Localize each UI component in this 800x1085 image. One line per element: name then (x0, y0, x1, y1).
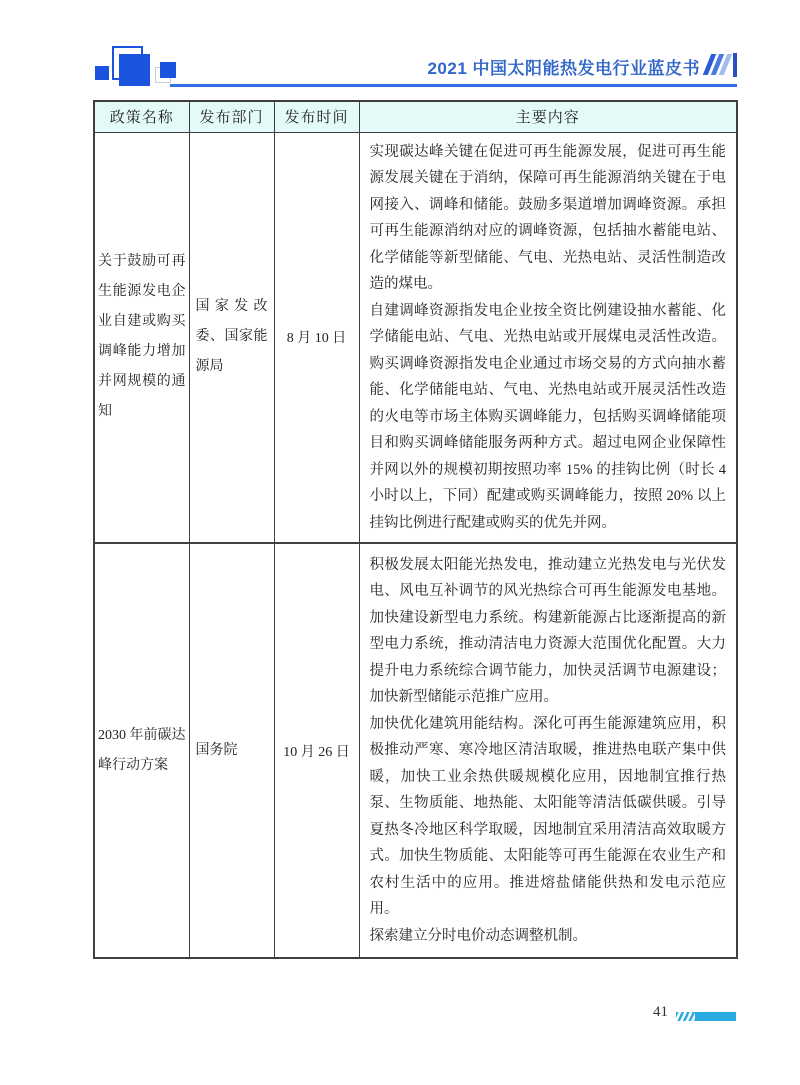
table-row (94, 543, 737, 958)
col-header-main-content: 主要内容 (359, 101, 737, 132)
header-slashes-icon (704, 53, 738, 77)
content-paragraph: 积极发展太阳能光热发电，推动建立光热发电与光伏发电、风电互补调节的风光热综合可再生能源发电基地。加快建设新型电力系统。构建新能源占比逐渐提高的新型电力系统，推动清洁电力资源大范围优化配置。大力提升电力系统综合调节能力，加快灵活调节电源建设；加快新型储能示范推广应用。 (369, 556, 726, 706)
main-content-cell (359, 132, 737, 543)
header-rule-line (170, 84, 737, 87)
date-cell: 8 月 10 日 (274, 132, 359, 543)
footer-bar-solid (695, 1012, 736, 1021)
content-paragraph: 探索建立分时电价动态调整机制。 (369, 927, 587, 944)
policy-name-cell: 2030 年前碳达峰行动方案 (94, 543, 189, 958)
content-paragraph: 自建调峰资源指发电企业按全资比例建设抽水蓄能、化学储能电站、气电、光热电站或开展煤电灵活性改造。购买调峰资源指发电企业通过市场交易的方式向抽水蓄能、化学储能电站、气电、光热电站或开展灵活性改造的火电等市场主体购买调峰能力，包括购买调峰储能项目和购买调峰储能服务两种方式。超过电网企业保障性并网以外的规模初期按照功率 15% 的挂钩比例（时长 4 小时以上，下同）配建或购买调峰能力，按照 20% 以上挂钩比例进行配建或购买的优先并网。 (369, 302, 726, 531)
col-header-policy-name: 政策名称 (94, 101, 189, 132)
policy-name-cell: 关于鼓励可再生能源发电企业自建或购买调峰能力增加并网规模的通知 (94, 132, 189, 543)
col-header-department: 发布部门 (189, 101, 274, 132)
logo-small-square (95, 66, 109, 80)
vertical-bar-icon (733, 53, 737, 77)
col-header-date: 发布时间 (274, 101, 359, 132)
content-paragraph: 加快优化建筑用能结构。深化可再生能源建筑应用，积极推动严寒、寒冷地区清洁取暖，推进热电联产集中供暖，加快工业余热供暖规模化应用，因地制宜推行热泵、生物质能、地热能、太阳能等清洁低碳供暖。引导夏热冬冷地区科学取暖，因地制宜采用清洁高效取暖方式。加快生物质能、太阳能等可再生能源在农业生产和农村生活中的应用。推进熔盐储能供热和发电示范应用。 (369, 715, 726, 918)
department-cell: 国家发改委、国家能源局 (189, 132, 274, 543)
content-paragraph: 实现碳达峰关键在促进可再生能源发展，促进可再生能源发展关键在于消纳，保障可再生能源消纳关键在于电网接入、调峰和储能。鼓励多渠道增加调峰资源。承担可再生能源消纳对应的调峰资源，包括抽水蓄能电站、化学储能等新型储能、气电、光热电站、灵活性制造改造的煤电。 (369, 143, 726, 292)
policy-table-container (93, 100, 738, 959)
book-title: 2021 中国太阳能热发电行业蓝皮书 (427, 59, 700, 78)
logo-medium-square (160, 62, 176, 78)
date-cell: 10 月 26 日 (274, 543, 359, 958)
table-row (94, 132, 737, 543)
main-content-cell (359, 543, 737, 958)
footer-bar-stripes-icon (676, 1012, 695, 1021)
footer-accent-bar (676, 1012, 736, 1021)
department-cell: 国务院 (189, 543, 274, 958)
logo-big-square (119, 54, 150, 86)
page-number: 41 (653, 1004, 668, 1020)
table-header-row (94, 101, 737, 132)
policy-table (93, 100, 738, 959)
